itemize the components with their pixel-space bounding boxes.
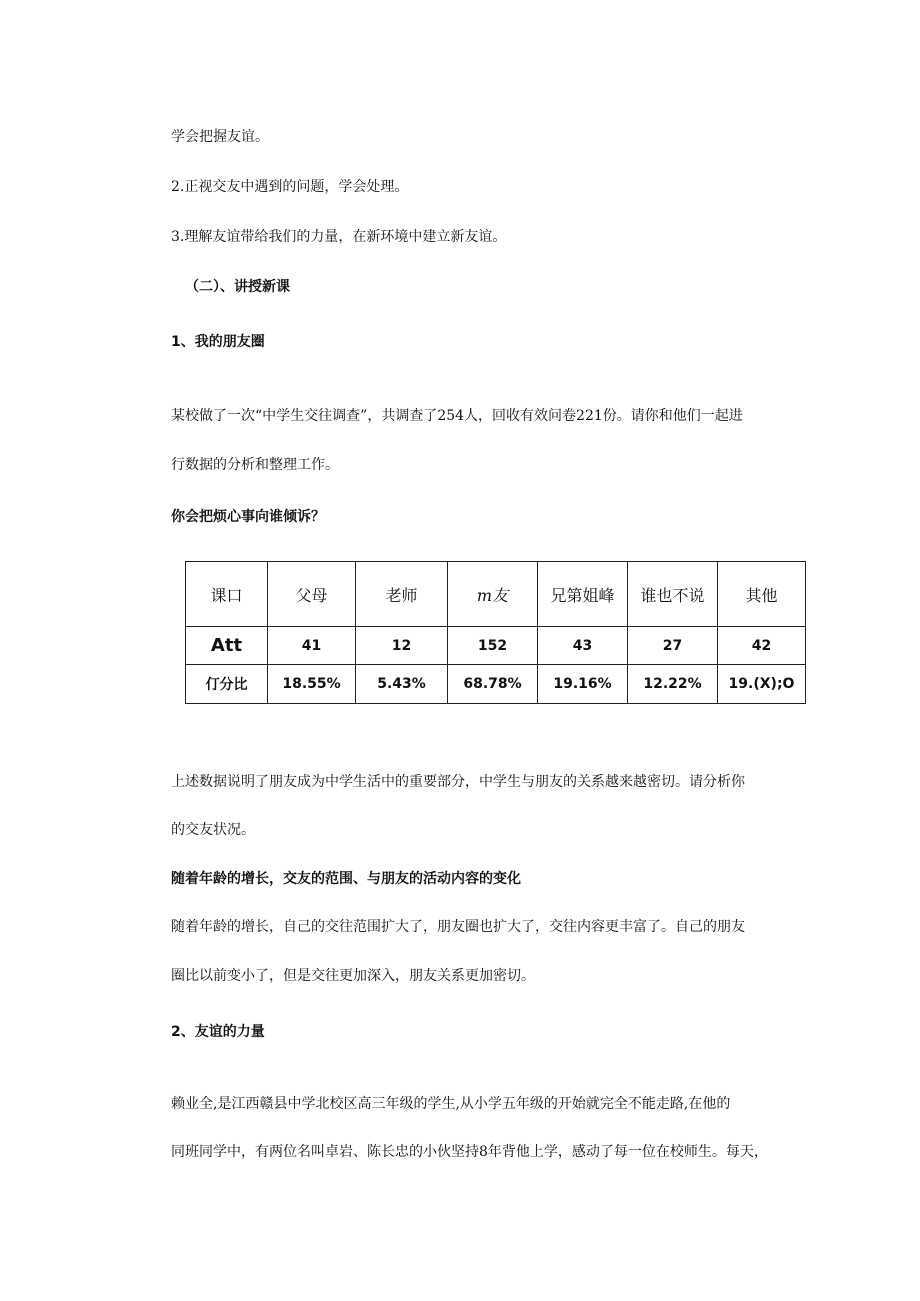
- objective-line-2: 2.正视交友中遇到的问题，学会处理。: [171, 179, 409, 195]
- table-row-label: Att: [186, 627, 268, 665]
- table-cell: 41: [268, 627, 356, 665]
- table-row-label: 仃分比: [186, 665, 268, 704]
- story-line-1: 赖业全,是江西赣县中学北校区高三年级的学生,从小学五年级的开始就完全不能走路,在他的: [171, 1096, 731, 1112]
- table-header-cell: 谁也不说: [628, 562, 718, 627]
- table-cell: 43: [538, 627, 628, 665]
- table-cell: 18.55%: [268, 665, 356, 704]
- table-cell: 42: [718, 627, 806, 665]
- table-row-count: [186, 627, 806, 665]
- analysis-line-2: 的交友状况。: [171, 822, 255, 838]
- part1-heading: 1、我的朋友圈: [171, 334, 265, 350]
- survey-question: 你会把烦心事向谁倾诉？: [171, 509, 325, 525]
- table-row-percent: [186, 665, 806, 704]
- survey-table: [185, 561, 806, 704]
- table-header-cell: 老师: [356, 562, 448, 627]
- analysis-line-1: 上述数据说明了朋友成为中学生活中的重要部分，中学生与朋友的关系越来越密切。请分析你: [171, 774, 745, 790]
- objective-line-3: 3.理解友谊带给我们的力量，在新环境中建立新友谊。: [171, 229, 507, 245]
- table-cell: 19.16%: [538, 665, 628, 704]
- table-header-cell: 父母: [268, 562, 356, 627]
- table-header-cell: 兄第姐峰: [538, 562, 628, 627]
- table-header-cell: 其他: [718, 562, 806, 627]
- table-cell: 12.22%: [628, 665, 718, 704]
- age-section-line-2: 圈比以前变小了，但是交往更加深入，朋友关系更加密切。: [171, 968, 535, 984]
- survey-intro-line-2: 行数据的分析和整理工作。: [171, 457, 339, 473]
- table-header-cell: 课口: [186, 562, 268, 627]
- part2-heading: 2、友谊的力量: [171, 1024, 265, 1040]
- section-heading-lecture: （二）、讲授新课: [185, 279, 290, 295]
- table-header-cell: m友: [448, 562, 538, 627]
- objective-line-1: 学会把握友谊。: [171, 129, 269, 145]
- table-cell: 152: [448, 627, 538, 665]
- story-line-2: 同班同学中，有两位名叫卓岩、陈长忠的小伙坚持8年背他上学，感动了每一位在校师生。每天，: [171, 1144, 768, 1160]
- age-section-heading: 随着年龄的增长，交友的范围、与朋友的活动内容的变化: [171, 871, 521, 887]
- age-section-line-1: 随着年龄的增长，自己的交往范围扩大了，朋友圈也扩大了，交往内容更丰富了。自己的朋友: [171, 919, 745, 935]
- table-cell: 19.(X);O: [718, 665, 806, 704]
- survey-intro-line-1: 某校做了一次“中学生交往调查”，共调查了254人，回收有效问卷221份。请你和他们一起进: [171, 408, 743, 424]
- table-header-row: [186, 562, 806, 627]
- table-cell: 5.43%: [356, 665, 448, 704]
- table-cell: 12: [356, 627, 448, 665]
- table-cell: 27: [628, 627, 718, 665]
- table-cell: 68.78%: [448, 665, 538, 704]
